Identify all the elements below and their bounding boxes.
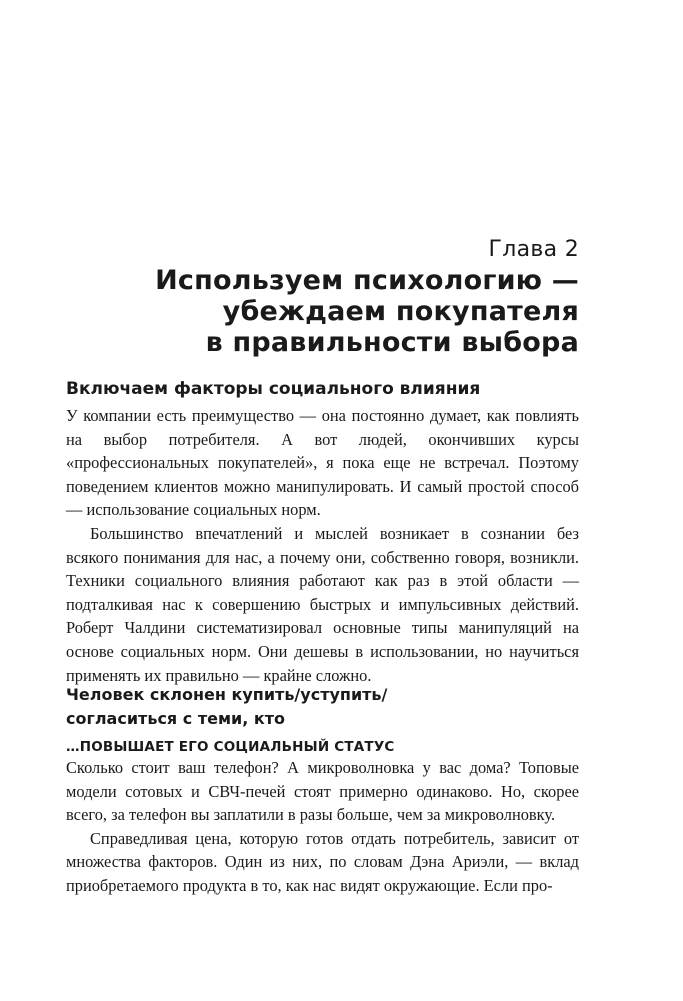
paragraph: Справедливая цена, которую готов отдать потребитель, зависит от множества факторов. Один из них, по словам Дэна Ариэли, — вклад приобретаемого продукта в то, как нас видят окружающие. Если про-: [66, 828, 579, 895]
chapter-title: [155, 265, 579, 358]
paragraph: Большинство впечатлений и мыслей возникает в сознании без всякого понимания для нас, а почему они, собственно говоря, возникли. Техники социального влияния работают как раз в этой области — подталкивая нас к совершению быстрых и импульсивных действий. Роберт Чалдини систематизировал основные типы манипуляций на основе социальных норм. Они дешевы в использовании, но научиться применять их правильно — крайне сложно.: [66, 523, 579, 685]
section-2-body: [66, 756, 579, 898]
caps-subheading: …ПОВЫШАЕТ ЕГО СОЦИАЛЬНЫЙ СТАТУС: [66, 739, 395, 755]
chapter-header: [155, 236, 579, 358]
chapter-title-line: Используем психологию —: [155, 265, 579, 296]
section-1-body: [66, 404, 579, 687]
section-2-heading-line: согласиться с теми, кто: [66, 709, 286, 728]
section-2-heading-line: Человек склонен купить/уступить/: [66, 685, 388, 704]
chapter-title-line: в правильности выбора: [205, 327, 579, 358]
section-heading: Включаем факторы социального влияния: [66, 379, 481, 399]
chapter-label: Глава 2: [488, 237, 579, 262]
paragraph: У компании есть преимущество — она постоянно думает, как повлиять на выбор потребителя. А вот людей, окончивших курсы «профессиональных покупателей», я пока еще не встречал. Поэтому поведением клиентов можно манипулировать. И самый простой способ — использование социальных норм.: [66, 406, 579, 520]
paragraph: Сколько стоит ваш телефон? А микроволновка у вас дома? Топовые модели сотовых и СВЧ-печей стоят примерно одинаково. Но, скорее всего, за телефон вы заплатили в разы больше, чем за микроволновку.: [66, 758, 579, 825]
chapter-title-line: убеждаем покупателя: [222, 296, 579, 327]
section-2-heading: [66, 683, 387, 731]
